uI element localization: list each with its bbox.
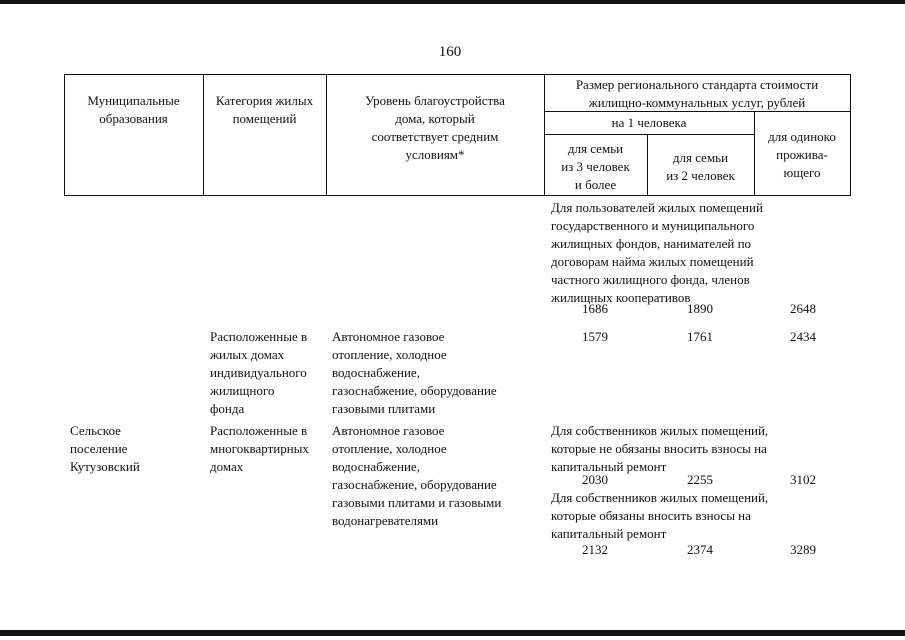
- page-number: 160: [438, 44, 462, 60]
- header-municipality: Муниципальные образования: [87, 93, 180, 126]
- header-family2: для семьи из 2 человек: [666, 150, 735, 183]
- row-individual-value-family2: 1761: [687, 329, 713, 344]
- header-family3: для семьи из 3 человек и более: [561, 141, 630, 192]
- row-apartment-category: Расположенные в многоквартирных домах: [210, 423, 309, 474]
- row-individual-value-single: 2434: [790, 329, 816, 344]
- section1-value-single: 2648: [790, 301, 816, 316]
- row-apartment-a-value-family3: 2030: [582, 472, 608, 487]
- row-apartment-municipality: Сельское поселение Кутузовский: [70, 423, 140, 474]
- row-apartment-b-value-single: 3289: [790, 542, 816, 557]
- header-category: Категория жилых помещений: [215, 93, 314, 126]
- header-level: Уровень благоустройства дома, который соответствует средним условиям*: [365, 93, 505, 162]
- row-apartment-b-value-family3: 2132: [582, 542, 608, 557]
- section1-caption: Для пользователей жилых помещений государственного и муниципального жилищных фондов, нанимателей по договорам найма жилых помещений частного жилищного фонда, членов жилищных кооперативов: [551, 200, 763, 305]
- top-rule: [0, 0, 905, 4]
- row-apartment-a-value-single: 3102: [790, 472, 816, 487]
- row-individual-value-family3: 1579: [582, 329, 608, 344]
- bottom-rule: [0, 630, 905, 636]
- row-apartment-caption-b: Для собственников жилых помещений, которые обязаны вносить взносы на капитальный ремонт: [551, 490, 769, 541]
- row-apartment-level: Автономное газовое отопление, холодное водоснабжение, газоснабжение, оборудование газовыми плитами и газовыми водонагревателями: [332, 423, 502, 528]
- section1-value-family3: 1686: [582, 301, 608, 316]
- row-apartment-a-value-family2: 2255: [687, 472, 713, 487]
- row-individual-level: Автономное газовое отопление, холодное водоснабжение, газоснабжение, оборудование газовыми плитами: [332, 329, 497, 416]
- section1-value-family2: 1890: [687, 301, 713, 316]
- row-apartment-b-value-family2: 2374: [687, 542, 713, 557]
- header-per-person: на 1 человека: [611, 115, 687, 130]
- row-individual-category: Расположенные в жилых домах индивидуального жилищного фонда: [210, 329, 308, 416]
- row-apartment-caption-a: Для собственников жилых помещений, которые не обязаны вносить взносы на капитальный ремонт: [551, 423, 769, 474]
- header-size: Размер регионального стандарта стоимости жилищно-коммунальных услуг, рублей: [575, 77, 819, 110]
- header-single: для одиноко прожива- ющего: [768, 129, 836, 180]
